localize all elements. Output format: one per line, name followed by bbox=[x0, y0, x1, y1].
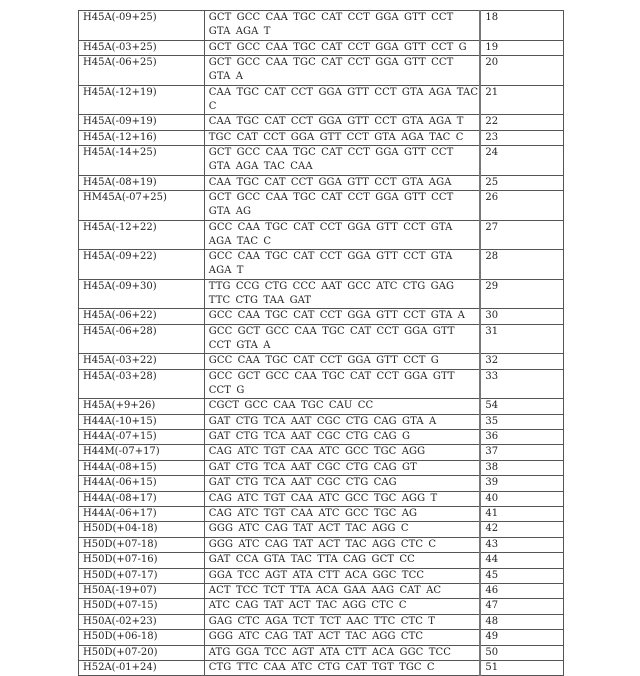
seq-id-cell: 19 bbox=[480, 40, 563, 55]
oligo-name-cell: H44A(-08+15) bbox=[79, 460, 205, 475]
oligo-name-cell: H45A(-12+22) bbox=[79, 220, 205, 250]
sequence-table-body bbox=[79, 11, 564, 676]
table-row bbox=[79, 522, 564, 537]
oligo-name-cell: H52A(-01+24) bbox=[79, 660, 205, 675]
sequence-table bbox=[78, 10, 564, 676]
table-row bbox=[79, 130, 564, 145]
oligo-name-cell: H45A(-09+22) bbox=[79, 250, 205, 280]
seq-id-cell: 54 bbox=[480, 399, 563, 414]
seq-id-cell: 30 bbox=[480, 309, 563, 324]
sequence-cell: GCT GCC CAA TGC CAT CCT GGA GTT CCT GTA AGA T bbox=[204, 11, 480, 41]
sequence-cell: ATC CAG TAT ACT TAC AGG CTC C bbox=[204, 599, 480, 614]
oligo-name-cell: H50D(+07-17) bbox=[79, 568, 205, 583]
seq-id-cell: 49 bbox=[480, 630, 563, 645]
oligo-name-cell: H44A(-08+17) bbox=[79, 491, 205, 506]
sequence-cell: CGCT GCC CAA TGC CAU CC bbox=[204, 399, 480, 414]
table-row bbox=[79, 55, 564, 85]
table-row bbox=[79, 430, 564, 445]
sequence-cell: CAA TGC CAT CCT GGA GTT CCT GTA AGA bbox=[204, 175, 480, 190]
oligo-name-cell: H45A(-06+22) bbox=[79, 309, 205, 324]
sequence-cell: GCT GCC CAA TGC CAT CCT GGA GTT CCT G bbox=[204, 40, 480, 55]
table-row bbox=[79, 507, 564, 522]
table-row bbox=[79, 279, 564, 309]
table-row bbox=[79, 11, 564, 41]
seq-id-cell: 28 bbox=[480, 250, 563, 280]
sequence-cell: GCT GCC CAA TGC CAT CCT GGA GTT CCT GTA A bbox=[204, 55, 480, 85]
oligo-name-cell: H44M(-07+17) bbox=[79, 445, 205, 460]
sequence-cell: GAG CTC AGA TCT TCT AAC TTC CTC T bbox=[204, 614, 480, 629]
sequence-cell: GGG ATC CAG TAT ACT TAC AGG CTC C bbox=[204, 537, 480, 552]
sequence-cell: GAT CTG TCA AAT CGC CTG CAG G bbox=[204, 430, 480, 445]
seq-id-cell: 36 bbox=[480, 430, 563, 445]
seq-id-cell: 21 bbox=[480, 85, 563, 115]
oligo-name-cell: HM45A(-07+25) bbox=[79, 190, 205, 220]
seq-id-cell: 44 bbox=[480, 553, 563, 568]
sequence-cell: GAT CCA GTA TAC TTA CAG GCT CC bbox=[204, 553, 480, 568]
sequence-cell: TTG CCG CTG CCC AAT GCC ATC CTG GAG TTC CTG TAA GAT bbox=[204, 279, 480, 309]
table-row bbox=[79, 115, 564, 130]
sequence-cell: GCC GCT GCC CAA TGC CAT CCT GGA GTT CCT GTA A bbox=[204, 324, 480, 354]
oligo-name-cell: H44A(-10+15) bbox=[79, 414, 205, 429]
oligo-name-cell: H45A(-03+25) bbox=[79, 40, 205, 55]
oligo-name-cell: H45A(-03+28) bbox=[79, 369, 205, 399]
table-row bbox=[79, 324, 564, 354]
table-row bbox=[79, 630, 564, 645]
table-row bbox=[79, 553, 564, 568]
table-row bbox=[79, 40, 564, 55]
oligo-name-cell: H50A(-02+23) bbox=[79, 614, 205, 629]
sequence-cell: CAA TGC CAT CCT GGA GTT CCT GTA AGA T bbox=[204, 115, 480, 130]
table-row bbox=[79, 460, 564, 475]
seq-id-cell: 18 bbox=[480, 11, 563, 41]
sequence-cell: GCT GCC CAA TGC CAT CCT GGA GTT CCT GTA AG bbox=[204, 190, 480, 220]
seq-id-cell: 24 bbox=[480, 145, 563, 175]
table-row bbox=[79, 445, 564, 460]
oligo-name-cell: H45A(-14+25) bbox=[79, 145, 205, 175]
oligo-name-cell: H44A(-06+15) bbox=[79, 476, 205, 491]
table-row bbox=[79, 476, 564, 491]
table-row bbox=[79, 85, 564, 115]
table-row bbox=[79, 369, 564, 399]
seq-id-cell: 33 bbox=[480, 369, 563, 399]
oligo-name-cell: H50D(+07-15) bbox=[79, 599, 205, 614]
sequence-cell: GGG ATC CAG TAT ACT TAC AGG C bbox=[204, 522, 480, 537]
oligo-name-cell: H45A(-12+16) bbox=[79, 130, 205, 145]
seq-id-cell: 26 bbox=[480, 190, 563, 220]
sequence-cell: GAT CTG TCA AAT CGC CTG CAG GTA A bbox=[204, 414, 480, 429]
seq-id-cell: 50 bbox=[480, 645, 563, 660]
seq-id-cell: 43 bbox=[480, 537, 563, 552]
sequence-cell: CTG TTC CAA ATC CTG CAT TGT TGC C bbox=[204, 660, 480, 675]
oligo-name-cell: H50D(+07-20) bbox=[79, 645, 205, 660]
oligo-name-cell: H45A(-09+19) bbox=[79, 115, 205, 130]
seq-id-cell: 42 bbox=[480, 522, 563, 537]
seq-id-cell: 22 bbox=[480, 115, 563, 130]
oligo-name-cell: H50D(+06-18) bbox=[79, 630, 205, 645]
seq-id-cell: 31 bbox=[480, 324, 563, 354]
table-row bbox=[79, 660, 564, 675]
sequence-cell: CAG ATC TGT CAA ATC GCC TGC AG bbox=[204, 507, 480, 522]
oligo-name-cell: H44A(-07+15) bbox=[79, 430, 205, 445]
seq-id-cell: 23 bbox=[480, 130, 563, 145]
seq-id-cell: 20 bbox=[480, 55, 563, 85]
oligo-name-cell: H45A(-09+30) bbox=[79, 279, 205, 309]
seq-id-cell: 47 bbox=[480, 599, 563, 614]
oligo-name-cell: H45A(-08+19) bbox=[79, 175, 205, 190]
oligo-name-cell: H50D(+07-16) bbox=[79, 553, 205, 568]
sequence-cell: GGA TCC AGT ATA CTT ACA GGC TCC bbox=[204, 568, 480, 583]
seq-id-cell: 48 bbox=[480, 614, 563, 629]
table-row bbox=[79, 399, 564, 414]
seq-id-cell: 46 bbox=[480, 583, 563, 598]
oligo-name-cell: H45A(-09+25) bbox=[79, 11, 205, 41]
oligo-name-cell: H50D(+07-18) bbox=[79, 537, 205, 552]
table-row bbox=[79, 599, 564, 614]
seq-id-cell: 38 bbox=[480, 460, 563, 475]
seq-id-cell: 29 bbox=[480, 279, 563, 309]
oligo-name-cell: H45A(-06+28) bbox=[79, 324, 205, 354]
table-row bbox=[79, 220, 564, 250]
sequence-cell: GGG ATC CAG TAT ACT TAC AGG CTC bbox=[204, 630, 480, 645]
sequence-cell: CAA TGC CAT CCT GGA GTT CCT GTA AGA TAC C bbox=[204, 85, 480, 115]
oligo-name-cell: H45A(-03+22) bbox=[79, 354, 205, 369]
sequence-cell: ATG GGA TCC AGT ATA CTT ACA GGC TCC bbox=[204, 645, 480, 660]
sequence-cell: GCC CAA TGC CAT CCT GGA GTT CCT GTA AGA T bbox=[204, 250, 480, 280]
table-row bbox=[79, 145, 564, 175]
sequence-cell: GCC CAA TGC CAT CCT GGA GTT CCT GTA AGA TAC C bbox=[204, 220, 480, 250]
table-row bbox=[79, 537, 564, 552]
table-row bbox=[79, 645, 564, 660]
sequence-cell: GCT GCC CAA TGC CAT CCT GGA GTT CCT GTA AGA TAC CAA bbox=[204, 145, 480, 175]
seq-id-cell: 51 bbox=[480, 660, 563, 675]
table-row bbox=[79, 309, 564, 324]
seq-id-cell: 41 bbox=[480, 507, 563, 522]
seq-id-cell: 39 bbox=[480, 476, 563, 491]
oligo-name-cell: H50D(+04-18) bbox=[79, 522, 205, 537]
oligo-name-cell: H45A(-12+19) bbox=[79, 85, 205, 115]
table-row bbox=[79, 568, 564, 583]
table-row bbox=[79, 414, 564, 429]
sequence-cell: TGC CAT CCT GGA GTT CCT GTA AGA TAC C bbox=[204, 130, 480, 145]
sequence-cell: GCC CAA TGC CAT CCT GGA GTT CCT G bbox=[204, 354, 480, 369]
oligo-name-cell: H45A(-06+25) bbox=[79, 55, 205, 85]
sequence-cell: CAG ATC TGT CAA ATC GCC TGC AGG T bbox=[204, 491, 480, 506]
seq-id-cell: 32 bbox=[480, 354, 563, 369]
seq-id-cell: 40 bbox=[480, 491, 563, 506]
seq-id-cell: 27 bbox=[480, 220, 563, 250]
sequence-cell: CAG ATC TGT CAA ATC GCC TGC AGG bbox=[204, 445, 480, 460]
sequence-cell: ACT TCC TCT TTA ACA GAA AAG CAT AC bbox=[204, 583, 480, 598]
sequence-cell: GCC CAA TGC CAT CCT GGA GTT CCT GTA A bbox=[204, 309, 480, 324]
table-row bbox=[79, 175, 564, 190]
oligo-name-cell: H50A(-19+07) bbox=[79, 583, 205, 598]
seq-id-cell: 37 bbox=[480, 445, 563, 460]
table-row bbox=[79, 583, 564, 598]
table-row bbox=[79, 354, 564, 369]
seq-id-cell: 35 bbox=[480, 414, 563, 429]
oligo-name-cell: H45A(+9+26) bbox=[79, 399, 205, 414]
sequence-cell: GAT CTG TCA AAT CGC CTG CAG GT bbox=[204, 460, 480, 475]
oligo-name-cell: H44A(-06+17) bbox=[79, 507, 205, 522]
seq-id-cell: 45 bbox=[480, 568, 563, 583]
sequence-cell: GAT CTG TCA AAT CGC CTG CAG bbox=[204, 476, 480, 491]
table-row bbox=[79, 614, 564, 629]
seq-id-cell: 25 bbox=[480, 175, 563, 190]
table-row bbox=[79, 190, 564, 220]
table-row bbox=[79, 250, 564, 280]
sequence-cell: GCC GCT GCC CAA TGC CAT CCT GGA GTT CCT G bbox=[204, 369, 480, 399]
table-row bbox=[79, 491, 564, 506]
